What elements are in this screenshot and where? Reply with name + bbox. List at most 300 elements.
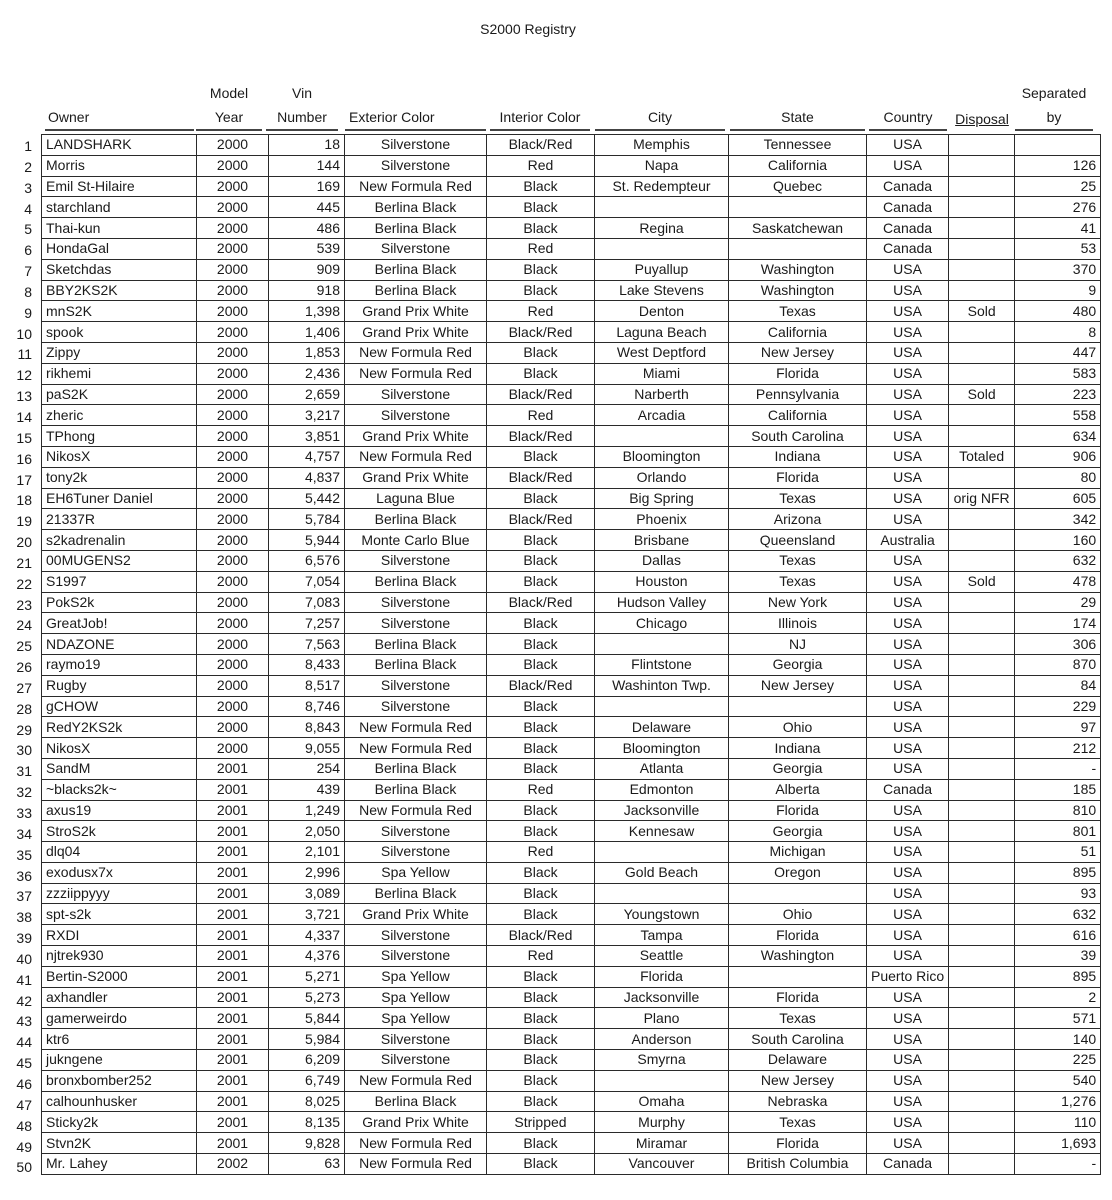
table-row [42, 821, 1101, 842]
cell-country: USA [867, 987, 949, 1008]
cell-interior-color: Red [487, 842, 595, 863]
row-number: 40 [16, 950, 32, 967]
table-row [42, 634, 1101, 655]
cell-vin-number: 909 [269, 259, 345, 280]
cell-exterior-color: Berlina Black [345, 654, 487, 675]
cell-state [729, 238, 867, 259]
cell-disposal [949, 530, 1015, 551]
cell-model-year: 2001 [197, 800, 269, 821]
cell-city: Denton [595, 301, 729, 322]
header-interior-color: Interior Color [490, 105, 590, 131]
cell-interior-color: Black [487, 259, 595, 280]
cell-owner: njtrek930 [42, 946, 197, 967]
cell-exterior-color: Berlina Black [345, 758, 487, 779]
cell-disposal [949, 966, 1015, 987]
cell-disposal [949, 155, 1015, 176]
cell-country: USA [867, 550, 949, 571]
cell-state: Texas [729, 550, 867, 571]
cell-city [595, 634, 729, 655]
cell-interior-color: Black [487, 446, 595, 467]
row-number: 3 [24, 179, 32, 196]
row-number: 38 [16, 909, 32, 926]
cell-state: Texas [729, 1008, 867, 1029]
table-row [42, 550, 1101, 571]
cell-owner: GreatJob! [42, 613, 197, 634]
cell-exterior-color: New Formula Red [345, 1070, 487, 1091]
cell-country: USA [867, 592, 949, 613]
cell-vin-number: 3,721 [269, 904, 345, 925]
cell-city: Kennesaw [595, 821, 729, 842]
cell-disposal [949, 280, 1015, 301]
cell-disposal [949, 363, 1015, 384]
cell-interior-color: Black [487, 1133, 595, 1154]
cell-owner: 21337R [42, 509, 197, 530]
header-model-year [196, 81, 262, 131]
cell-owner: raymo19 [42, 654, 197, 675]
cell-vin-number: 18 [269, 135, 345, 156]
cell-vin-number: 445 [269, 197, 345, 218]
cell-city: Big Spring [595, 488, 729, 509]
cell-country: Australia [867, 530, 949, 551]
cell-city: Regina [595, 218, 729, 239]
table-row [42, 717, 1101, 738]
cell-disposal: Sold [949, 571, 1015, 592]
cell-exterior-color: Silverstone [345, 238, 487, 259]
cell-model-year: 2001 [197, 821, 269, 842]
row-number: 8 [24, 283, 32, 300]
cell-country: USA [867, 405, 949, 426]
cell-exterior-color: Berlina Black [345, 259, 487, 280]
cell-model-year: 2000 [197, 717, 269, 738]
cell-interior-color: Red [487, 405, 595, 426]
cell-interior-color: Black [487, 1008, 595, 1029]
cell-country: USA [867, 1112, 949, 1133]
table-row [42, 738, 1101, 759]
cell-owner: gCHOW [42, 696, 197, 717]
cell-vin-number: 1,249 [269, 800, 345, 821]
cell-separated-by: 810 [1015, 800, 1101, 821]
cell-exterior-color: New Formula Red [345, 1133, 487, 1154]
cell-country: USA [867, 1008, 949, 1029]
cell-state [729, 883, 867, 904]
cell-country: USA [867, 821, 949, 842]
cell-city: Murphy [595, 1112, 729, 1133]
cell-owner: TPhong [42, 426, 197, 447]
cell-city [595, 696, 729, 717]
cell-separated-by: 140 [1015, 1029, 1101, 1050]
cell-separated-by: 906 [1015, 446, 1101, 467]
cell-separated-by: 306 [1015, 634, 1101, 655]
cell-exterior-color: Monte Carlo Blue [345, 530, 487, 551]
cell-disposal [949, 987, 1015, 1008]
cell-state: Delaware [729, 1050, 867, 1071]
table-row [42, 176, 1101, 197]
cell-vin-number: 5,844 [269, 1008, 345, 1029]
row-number: 19 [16, 513, 32, 530]
row-number: 37 [16, 888, 32, 905]
cell-exterior-color: Berlina Black [345, 280, 487, 301]
cell-model-year: 2000 [197, 488, 269, 509]
table-row [42, 966, 1101, 987]
cell-separated-by: 895 [1015, 862, 1101, 883]
cell-country: USA [867, 738, 949, 759]
cell-state: Illinois [729, 613, 867, 634]
cell-model-year: 2000 [197, 571, 269, 592]
row-number: 15 [16, 429, 32, 446]
row-numbers [0, 134, 40, 1176]
cell-owner: jukngene [42, 1050, 197, 1071]
cell-owner: NDAZONE [42, 634, 197, 655]
header-model-year-line1: Model [209, 85, 249, 101]
cell-country: USA [867, 488, 949, 509]
row-number: 13 [16, 388, 32, 405]
table-row [42, 842, 1101, 863]
cell-separated-by: 801 [1015, 821, 1101, 842]
cell-separated-by: 634 [1015, 426, 1101, 447]
cell-country: USA [867, 696, 949, 717]
cell-disposal [949, 322, 1015, 343]
table-row [42, 1091, 1101, 1112]
cell-city: West Deptford [595, 342, 729, 363]
cell-disposal [949, 1029, 1015, 1050]
cell-separated-by: 223 [1015, 384, 1101, 405]
cell-model-year: 2001 [197, 1091, 269, 1112]
cell-state: Florida [729, 363, 867, 384]
cell-model-year: 2001 [197, 987, 269, 1008]
cell-state: Georgia [729, 654, 867, 675]
cell-exterior-color: Berlina Black [345, 218, 487, 239]
cell-state: Michigan [729, 842, 867, 863]
cell-city [595, 883, 729, 904]
cell-vin-number: 2,659 [269, 384, 345, 405]
table-row [42, 488, 1101, 509]
cell-disposal [949, 1112, 1015, 1133]
header-separated-line2: by [1046, 109, 1062, 125]
cell-model-year: 2000 [197, 613, 269, 634]
cell-vin-number: 486 [269, 218, 345, 239]
cell-interior-color: Black/Red [487, 135, 595, 156]
row-number: 7 [24, 263, 32, 280]
table-row [42, 758, 1101, 779]
cell-country: USA [867, 1133, 949, 1154]
cell-separated-by [1015, 135, 1101, 156]
cell-owner: Mr. Lahey [42, 1154, 197, 1175]
cell-state: Indiana [729, 446, 867, 467]
cell-country: USA [867, 467, 949, 488]
cell-disposal [949, 634, 1015, 655]
table-row [42, 654, 1101, 675]
cell-separated-by: 540 [1015, 1070, 1101, 1091]
cell-country: USA [867, 1070, 949, 1091]
cell-vin-number: 2,101 [269, 842, 345, 863]
cell-city: Napa [595, 155, 729, 176]
cell-vin-number: 3,217 [269, 405, 345, 426]
cell-state: Texas [729, 488, 867, 509]
cell-separated-by: 225 [1015, 1050, 1101, 1071]
cell-model-year: 2000 [197, 509, 269, 530]
cell-interior-color: Black/Red [487, 592, 595, 613]
cell-country: USA [867, 446, 949, 467]
cell-exterior-color: Grand Prix White [345, 1112, 487, 1133]
cell-owner: zzziippyyy [42, 883, 197, 904]
cell-country: Canada [867, 176, 949, 197]
cell-model-year: 2000 [197, 405, 269, 426]
cell-state: Nebraska [729, 1091, 867, 1112]
cell-country: USA [867, 1050, 949, 1071]
header-model-year-line2: Year [214, 109, 244, 125]
cell-city: Laguna Beach [595, 322, 729, 343]
cell-vin-number: 2,996 [269, 862, 345, 883]
cell-city [595, 197, 729, 218]
cell-disposal [949, 176, 1015, 197]
cell-state: California [729, 322, 867, 343]
cell-interior-color: Black/Red [487, 675, 595, 696]
cell-interior-color: Black [487, 883, 595, 904]
cell-interior-color: Black [487, 571, 595, 592]
row-number: 43 [16, 1013, 32, 1030]
cell-exterior-color: Silverstone [345, 613, 487, 634]
header-country: Country [869, 105, 947, 131]
cell-exterior-color: Grand Prix White [345, 322, 487, 343]
row-number: 9 [24, 304, 32, 321]
cell-owner: Bertin-S2000 [42, 966, 197, 987]
cell-disposal: Totaled [949, 446, 1015, 467]
cell-interior-color: Black/Red [487, 509, 595, 530]
cell-owner: s2kadrenalin [42, 530, 197, 551]
row-number: 46 [16, 1075, 32, 1092]
cell-owner: SandM [42, 758, 197, 779]
row-number: 50 [16, 1159, 32, 1176]
table-row [42, 259, 1101, 280]
cell-disposal [949, 842, 1015, 863]
table-row [42, 925, 1101, 946]
cell-disposal [949, 550, 1015, 571]
cell-disposal [949, 696, 1015, 717]
cell-city: Anderson [595, 1029, 729, 1050]
registry-table [41, 134, 1101, 1175]
cell-separated-by: 174 [1015, 613, 1101, 634]
row-number: 23 [16, 596, 32, 613]
cell-disposal [949, 259, 1015, 280]
cell-model-year: 2000 [197, 530, 269, 551]
cell-exterior-color: Silverstone [345, 696, 487, 717]
cell-owner: bronxbomber252 [42, 1070, 197, 1091]
cell-state: Ohio [729, 717, 867, 738]
cell-vin-number: 539 [269, 238, 345, 259]
table-row [42, 509, 1101, 530]
cell-interior-color: Black [487, 821, 595, 842]
cell-model-year: 2000 [197, 592, 269, 613]
cell-vin-number: 6,576 [269, 550, 345, 571]
cell-exterior-color: Silverstone [345, 675, 487, 696]
cell-disposal [949, 613, 1015, 634]
cell-vin-number: 4,337 [269, 925, 345, 946]
cell-disposal [949, 904, 1015, 925]
cell-interior-color: Red [487, 946, 595, 967]
cell-city: Washinton Twp. [595, 675, 729, 696]
table-row [42, 280, 1101, 301]
cell-separated-by: 571 [1015, 1008, 1101, 1029]
table-row [42, 218, 1101, 239]
cell-disposal: Sold [949, 301, 1015, 322]
cell-owner: Rugby [42, 675, 197, 696]
cell-disposal [949, 467, 1015, 488]
row-number: 26 [16, 659, 32, 676]
cell-model-year: 2001 [197, 1112, 269, 1133]
cell-separated-by: 29 [1015, 592, 1101, 613]
row-number: 10 [16, 325, 32, 342]
cell-city: Miramar [595, 1133, 729, 1154]
cell-city: Orlando [595, 467, 729, 488]
table-row [42, 1112, 1101, 1133]
cell-owner: spook [42, 322, 197, 343]
cell-city: Jacksonville [595, 800, 729, 821]
cell-model-year: 2000 [197, 654, 269, 675]
cell-separated-by: 632 [1015, 550, 1101, 571]
table-row [42, 696, 1101, 717]
row-number: 44 [16, 1034, 32, 1051]
cell-model-year: 2001 [197, 904, 269, 925]
cell-country: USA [867, 654, 949, 675]
cell-country: Canada [867, 218, 949, 239]
cell-city: St. Redempteur [595, 176, 729, 197]
row-number: 33 [16, 805, 32, 821]
cell-country: USA [867, 862, 949, 883]
cell-city: Atlanta [595, 758, 729, 779]
cell-model-year: 2001 [197, 1050, 269, 1071]
cell-state: New Jersey [729, 675, 867, 696]
cell-vin-number: 5,442 [269, 488, 345, 509]
cell-model-year: 2000 [197, 155, 269, 176]
table-row [42, 342, 1101, 363]
cell-separated-by: 583 [1015, 363, 1101, 384]
cell-city: Memphis [595, 135, 729, 156]
cell-state: South Carolina [729, 1029, 867, 1050]
cell-vin-number: 6,749 [269, 1070, 345, 1091]
cell-country: USA [867, 800, 949, 821]
row-number: 45 [16, 1055, 32, 1072]
cell-state: South Carolina [729, 426, 867, 447]
cell-owner: starchland [42, 197, 197, 218]
cell-vin-number: 5,944 [269, 530, 345, 551]
cell-vin-number: 63 [269, 1154, 345, 1175]
cell-model-year: 2000 [197, 634, 269, 655]
cell-interior-color: Black/Red [487, 426, 595, 447]
row-number: 18 [16, 492, 32, 509]
cell-country: USA [867, 509, 949, 530]
cell-exterior-color: Silverstone [345, 842, 487, 863]
cell-vin-number: 7,083 [269, 592, 345, 613]
cell-owner: Emil St-Hilaire [42, 176, 197, 197]
cell-owner: ktr6 [42, 1029, 197, 1050]
cell-exterior-color: Spa Yellow [345, 966, 487, 987]
cell-separated-by: 1,693 [1015, 1133, 1101, 1154]
cell-city: Tampa [595, 925, 729, 946]
row-number: 4 [24, 200, 32, 217]
cell-vin-number: 8,843 [269, 717, 345, 738]
cell-model-year: 2000 [197, 238, 269, 259]
table-row [42, 862, 1101, 883]
cell-exterior-color: Silverstone [345, 405, 487, 426]
cell-country: Canada [867, 238, 949, 259]
cell-owner: RXDI [42, 925, 197, 946]
cell-country: USA [867, 426, 949, 447]
cell-state [729, 696, 867, 717]
cell-owner: HondaGal [42, 238, 197, 259]
cell-city: Chicago [595, 613, 729, 634]
cell-country: USA [867, 758, 949, 779]
cell-exterior-color: Silverstone [345, 821, 487, 842]
row-number: 24 [16, 617, 32, 634]
cell-interior-color: Black [487, 363, 595, 384]
cell-owner: NikosX [42, 738, 197, 759]
cell-interior-color: Black [487, 987, 595, 1008]
cell-vin-number: 439 [269, 779, 345, 800]
cell-disposal: Sold [949, 384, 1015, 405]
cell-exterior-color: New Formula Red [345, 446, 487, 467]
cell-separated-by: 41 [1015, 218, 1101, 239]
cell-country: USA [867, 883, 949, 904]
cell-vin-number: 254 [269, 758, 345, 779]
cell-model-year: 2000 [197, 363, 269, 384]
cell-owner: ~blacks2k~ [42, 779, 197, 800]
cell-vin-number: 2,050 [269, 821, 345, 842]
cell-interior-color: Black [487, 218, 595, 239]
cell-state: Saskatchewan [729, 218, 867, 239]
table-row [42, 238, 1101, 259]
cell-separated-by: 160 [1015, 530, 1101, 551]
cell-country: USA [867, 301, 949, 322]
cell-exterior-color: Silverstone [345, 1029, 487, 1050]
cell-interior-color: Black [487, 862, 595, 883]
cell-separated-by: 895 [1015, 966, 1101, 987]
table-row [42, 322, 1101, 343]
cell-disposal [949, 883, 1015, 904]
cell-city: Plano [595, 1008, 729, 1029]
cell-vin-number: 5,273 [269, 987, 345, 1008]
cell-state: New Jersey [729, 342, 867, 363]
table-row [42, 135, 1101, 156]
cell-country: USA [867, 634, 949, 655]
cell-interior-color: Black [487, 342, 595, 363]
cell-city [595, 426, 729, 447]
cell-state: Arizona [729, 509, 867, 530]
cell-vin-number: 5,984 [269, 1029, 345, 1050]
cell-interior-color: Black/Red [487, 384, 595, 405]
header-separated-line1: Separated [1021, 85, 1087, 101]
cell-separated-by: 480 [1015, 301, 1101, 322]
cell-state: Ohio [729, 904, 867, 925]
cell-vin-number: 1,406 [269, 322, 345, 343]
cell-owner: mnS2K [42, 301, 197, 322]
table-row [42, 197, 1101, 218]
cell-country: USA [867, 342, 949, 363]
row-number: 25 [16, 638, 32, 655]
cell-country: USA [867, 1029, 949, 1050]
cell-model-year: 2000 [197, 197, 269, 218]
cell-interior-color: Black [487, 530, 595, 551]
cell-model-year: 2002 [197, 1154, 269, 1175]
cell-vin-number: 4,757 [269, 446, 345, 467]
cell-owner: 00MUGENS2 [42, 550, 197, 571]
cell-exterior-color: Spa Yellow [345, 987, 487, 1008]
cell-country: USA [867, 946, 949, 967]
cell-interior-color: Black/Red [487, 467, 595, 488]
cell-vin-number: 1,853 [269, 342, 345, 363]
cell-separated-by: - [1015, 758, 1101, 779]
cell-exterior-color: Spa Yellow [345, 862, 487, 883]
cell-city: Lake Stevens [595, 280, 729, 301]
